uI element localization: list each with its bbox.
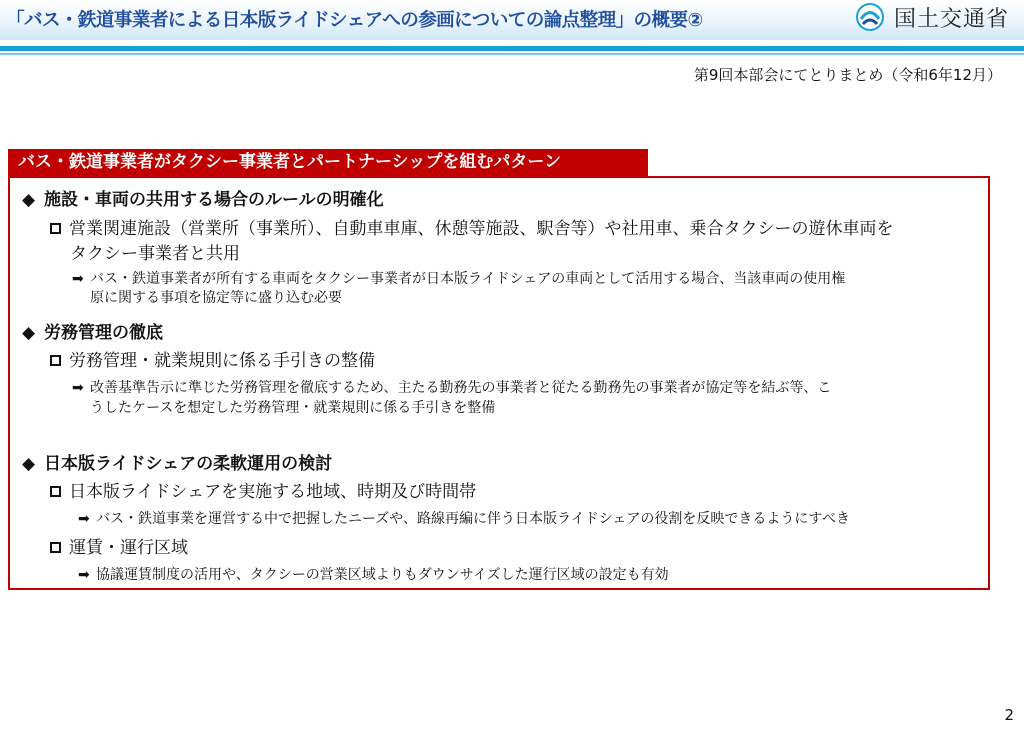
heading-text: 日本版ライドシェアの柔軟運用の検討	[44, 454, 333, 474]
sub-item-text: 営業関連施設（営業所（事業所）、自動車車庫、休憩等施設、駅舎等）や社用車、乗合タクシーの遊休車両を	[69, 219, 894, 239]
sub-item-text: 運賃・運行区域	[69, 538, 188, 558]
diamond-bullet-icon: ◆	[22, 190, 36, 210]
section-header: バス・鉄道事業者がタクシー事業者とパートナーシップを組むパターン	[8, 149, 648, 176]
arrow-right-icon: ➡	[72, 271, 84, 287]
item-heading	[22, 318, 163, 343]
diamond-bullet-icon: ◆	[22, 454, 36, 474]
note-text: バス・鉄道事業を運営する中で把握したニーズや、路線再編に伴う日本版ライドシェアの役割を反映できるようにすべき	[96, 511, 851, 527]
square-bullet-icon	[50, 355, 61, 366]
heading-text: 労務管理の徹底	[44, 323, 163, 343]
note-continuation: うしたケースを想定した労務管理・就業規則に係る手引きを整備	[90, 400, 496, 416]
sub-item-continuation: タクシー事業者と共用	[70, 244, 240, 264]
sub-item	[50, 346, 375, 371]
note-text: 改善基準告示に準じた労務管理を徹底するため、主たる勤務先の事業者と従たる勤務先の事業者が協定等を結ぶ等、こ	[90, 380, 832, 396]
sub-item-text: 労務管理・就業規則に係る手引きの整備	[69, 351, 375, 371]
org-name: 国土交通省	[894, 7, 1010, 32]
heading-text: 施設・車両の共用する場合のルールの明確化	[44, 190, 384, 210]
header-rule	[0, 46, 1024, 51]
note-item	[78, 564, 669, 584]
page-number: 2	[1004, 706, 1014, 724]
sub-item	[50, 477, 476, 502]
note-text: バス・鉄道事業者が所有する車両をタクシー事業者が日本版ライドシェアの車両として活用する場合、当該車両の使用権	[90, 271, 846, 287]
square-bullet-icon	[50, 223, 61, 234]
diamond-bullet-icon: ◆	[22, 323, 36, 343]
title-bar	[0, 0, 1024, 40]
header-rule-thin	[0, 53, 1024, 55]
square-bullet-icon	[50, 486, 61, 497]
sub-item	[50, 533, 188, 558]
note-continuation: 原に関する事項を協定等に盛り込む必要	[90, 290, 342, 306]
sub-item	[50, 214, 894, 239]
sub-item-text: 日本版ライドシェアを実施する地域、時期及び時間帯	[69, 482, 477, 502]
note-text: 協議運賃制度の活用や、タクシーの営業区域よりもダウンサイズした運行区域の設定も有効	[96, 567, 669, 583]
arrow-right-icon: ➡	[72, 380, 84, 396]
item-heading	[22, 449, 332, 474]
arrow-right-icon: ➡	[78, 511, 90, 527]
arrow-right-icon: ➡	[78, 567, 90, 583]
page-title: 「バス・鉄道事業者による日本版ライドシェアへの参画についての論点整理」の概要②	[6, 10, 703, 31]
square-bullet-icon	[50, 542, 61, 553]
note-item	[72, 268, 845, 288]
note-item	[78, 508, 850, 528]
mlit-logo-icon	[855, 2, 885, 32]
meeting-note: 第9回本部会にてとりまとめ（令和6年12月）	[693, 66, 1002, 84]
note-item	[72, 377, 831, 397]
item-heading	[22, 185, 384, 210]
